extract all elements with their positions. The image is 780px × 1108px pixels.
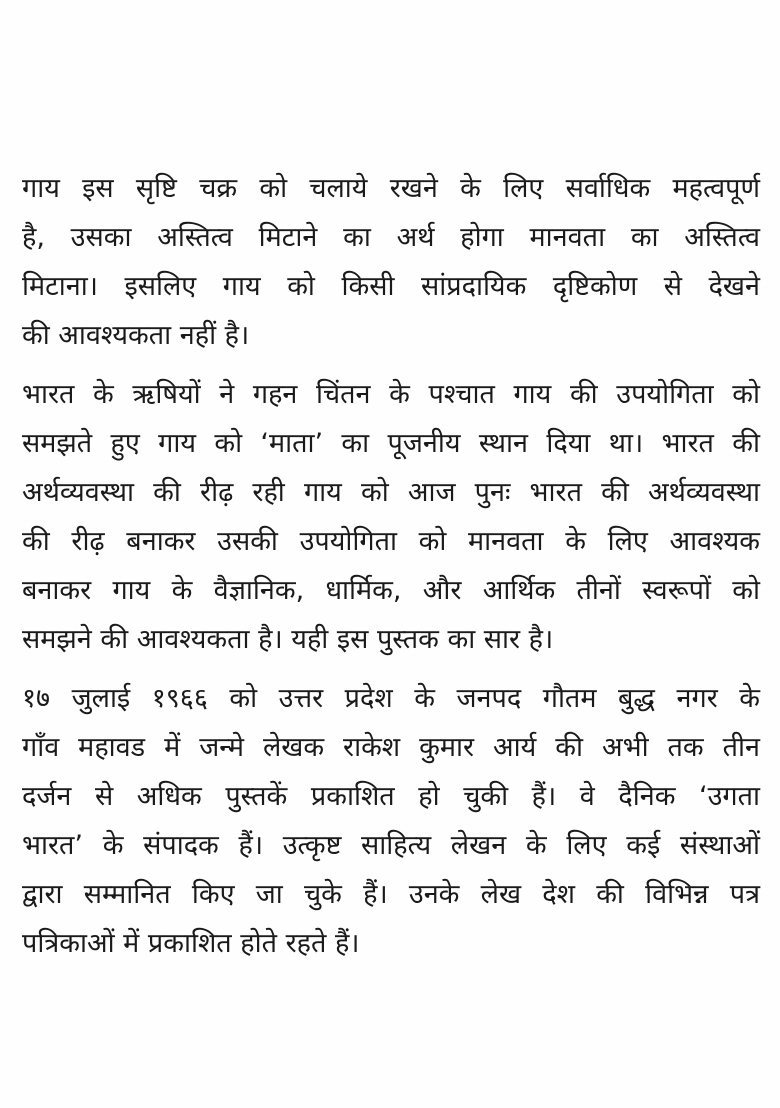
text-line: बनाकर गाय के वैज्ञानिक, धार्मिक, और आर्थिक तीनों स्वरूपों को <box>22 575 760 606</box>
text-line: समझते हुए गाय को ‘माता’ का पूजनीय स्थान दिया था। भारत की <box>22 428 760 459</box>
text-line: गाँव महावड में जन्मे लेखक राकेश कुमार आर्य की अभी तक तीन <box>22 732 760 763</box>
text-line: अर्थव्यवस्था की रीढ़ रही गाय को आज पुनः भारत की अर्थव्यवस्था <box>22 477 760 508</box>
text-line: गाय इस सृष्टि चक्र को चलाये रखने के लिए सर्वाधिक महत्वपूर्ण <box>22 173 760 204</box>
text-line: दर्जन से अधिक पुस्तकें प्रकाशित हो चुकी हैं। वे दैनिक ‘उगता <box>22 781 760 812</box>
paragraph-2 <box>22 370 760 664</box>
paragraph-1 <box>22 164 760 360</box>
text-line: की आवश्यकता नहीं है। <box>22 320 250 351</box>
text-line: समझने की आवश्यकता है। यही इस पुस्तक का सार है। <box>22 624 554 655</box>
text-line: पत्रिकाओं में प्रकाशित होते रहते हैं। <box>22 928 360 959</box>
text-line: है, उसका अस्तित्व मिटाने का अर्थ होगा मानवता का अस्तित्व <box>22 222 760 253</box>
text-line: भारत के ऋषियों ने गहन चिंतन के पश्चात गाय की उपयोगिता को <box>22 379 760 410</box>
page-body-text <box>22 164 760 978</box>
text-line: द्वारा सम्मानित किए जा चुके हैं। उनके लेख देश की विभिन्न पत्र <box>22 879 760 910</box>
paragraph-3 <box>22 674 760 968</box>
text-line: १७ जुलाई १९६६ को उत्तर प्रदेश के जनपद गौतम बुद्ध नगर के <box>22 683 760 714</box>
text-line: की रीढ़ बनाकर उसकी उपयोगिता को मानवता के लिए आवश्यक <box>22 526 760 557</box>
text-line: भारत’ के संपादक हैं। उत्कृष्ट साहित्य लेखन के लिए कई संस्थाओं <box>22 830 760 861</box>
text-line: मिटाना। इसलिए गाय को किसी सांप्रदायिक दृष्टिकोण से देखने <box>22 271 760 302</box>
